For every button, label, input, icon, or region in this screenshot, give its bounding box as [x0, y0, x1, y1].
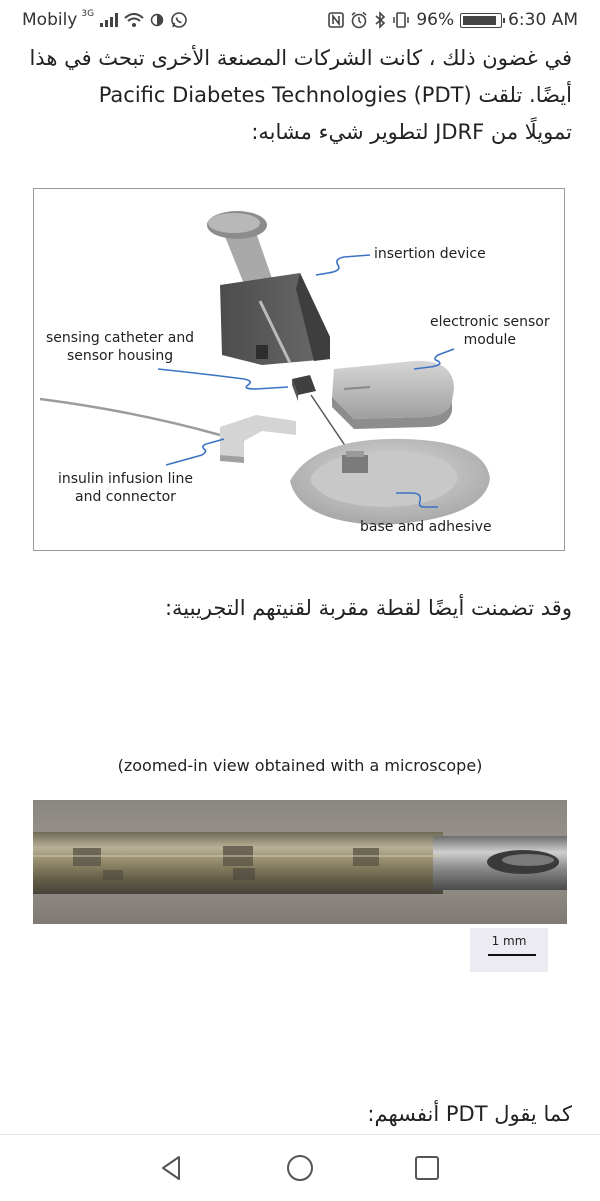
bluetooth-icon: [374, 11, 386, 29]
paragraph-line: أيضًا. تلقت Pacific Diabetes Technologies (PDT): [98, 83, 572, 107]
image-caption: (zoomed-in view obtained with a microscope): [117, 756, 483, 775]
battery-percent: 96%: [416, 10, 455, 30]
article-paragraph-closeup: وقد تضمنت أيضًا لقطة مقربة لقنيتهم التجريبية:: [164, 596, 572, 620]
back-icon[interactable]: [157, 1153, 187, 1183]
scale-label: 1 mm: [491, 934, 527, 948]
paragraph-line: في غضون ذلك ، كانت الشركات المصنعة الأخرى تبحث في هذا: [29, 46, 572, 70]
vibrate-icon: [392, 11, 410, 29]
status-bar: [0, 0, 600, 40]
battery-icon: [460, 13, 502, 28]
microscope-image: [33, 800, 567, 924]
network-type: 3G: [81, 9, 95, 19]
status-left: [22, 10, 188, 30]
insertion-device-shape: [207, 211, 330, 365]
sensor-module-shape: [332, 361, 454, 429]
data-saver-icon: [150, 13, 164, 27]
device-diagram: [33, 188, 565, 551]
cannula-photo: [33, 800, 567, 924]
article-paragraph-intro: [28, 40, 572, 151]
clock: 6:30 AM: [508, 10, 578, 30]
scale-line: [488, 954, 536, 956]
wifi-icon: [124, 13, 144, 27]
paragraph-line: تمويلًا من JDRF لتطوير شيء مشابه:: [251, 120, 572, 144]
alarm-icon: [350, 11, 368, 29]
label-base-adhesive: base and adhesive: [360, 519, 492, 535]
recents-icon[interactable]: [412, 1153, 442, 1183]
label-insulin-line: insulin infusion line and connector: [58, 471, 193, 505]
scale-bar: [470, 928, 548, 972]
label-insertion-device: insertion device: [374, 246, 486, 262]
status-right: [328, 10, 578, 30]
home-icon[interactable]: [285, 1153, 315, 1183]
label-electronic-sensor-module: electronic sensor module: [430, 314, 550, 348]
whatsapp-icon: [170, 11, 188, 29]
carrier-name: Mobily: [22, 10, 78, 30]
article-paragraph-quote-intro: كما يقول PDT أنفسهم:: [367, 1102, 572, 1126]
signal-icon: [100, 13, 118, 27]
insulin-connector-shape: [40, 399, 296, 463]
navigation-bar: [0, 1134, 600, 1201]
base-adhesive-shape: [290, 439, 490, 525]
nfc-icon: [328, 12, 344, 28]
label-sensing-catheter: sensing catheter and sensor housing: [46, 330, 195, 364]
